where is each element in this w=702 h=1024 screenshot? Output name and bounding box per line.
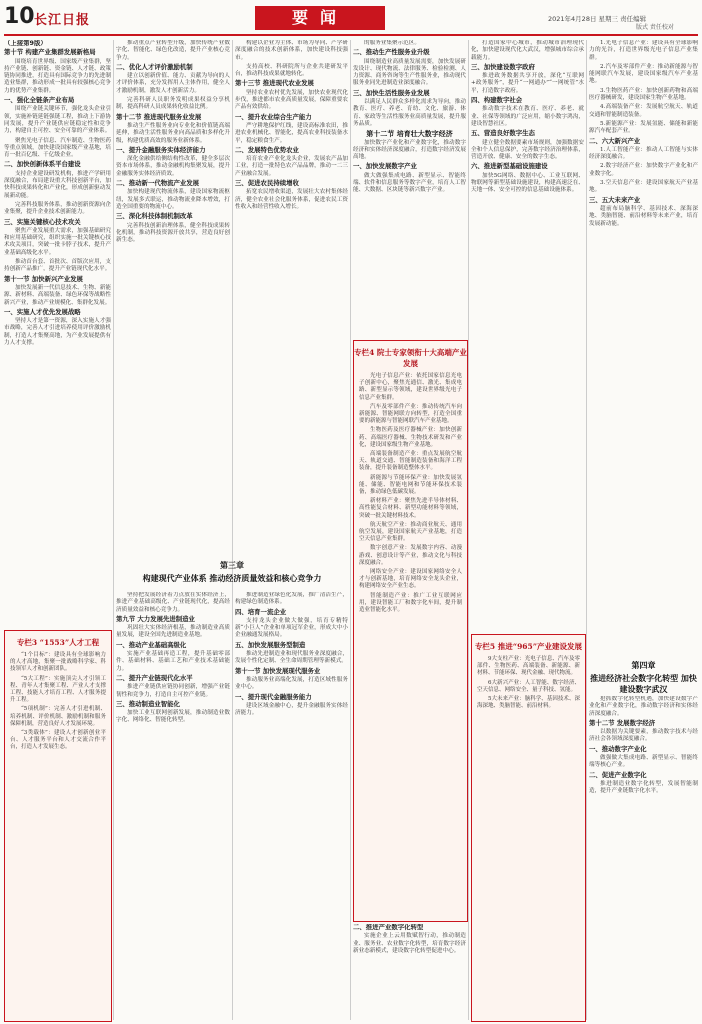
column-body (235, 592, 348, 717)
paragraph: 巩固壮大实体经济根基，推动制造业高质量发展，建设全国先进制造业基地。 (116, 625, 230, 639)
subheading: 二、促进产业数字化 (589, 770, 647, 779)
article-column-1 (4, 40, 111, 626)
subheading: 二、加快创新体系平台建设 (4, 160, 81, 169)
subheading: 一、推动数字产业化 (589, 744, 647, 753)
paragraph: 打造国家中心城市，推动城市治理现代化，加快建设现代化大武汉，增强城市综合承载能力。 (471, 40, 584, 61)
paragraph: 1.人工智能产业：推动人工智能与实体经济深度融合。 (589, 146, 698, 161)
paragraph: 抢抓数字化转型机遇，加快建设数字产业化和产业数字化，推动数字经济和实体经济深度融合。 (589, 696, 698, 717)
paragraph: 构建以企业为主体、市场为导向、产学研深度融合的技术创新体系，加快建设科技强市。 (235, 40, 348, 61)
box-body (5, 652, 111, 752)
subheading: 五、营造良好数字生态 (471, 129, 535, 138)
article-column-2 (116, 40, 230, 526)
subheading: 三、推动制造业智能化 (116, 699, 180, 708)
subheading: 三、实施关键核心技术攻关 (4, 217, 81, 226)
paragraph: 支持企业建设研发机构，推进产学研用深度融合，布局建设重大科技创新平台，加快科技成果转化和产业化，形成创新驱动发展新动能。 (4, 170, 111, 199)
box-paragraph: 新材料产业：聚焦先进半导体材料、高性能复合材料、新型功能材料等领域，突破一批关键材料技术。 (359, 498, 462, 519)
paragraph: 的服务业集聚示范区。 (364, 40, 420, 46)
subheading: 二、六大新兴产业 (589, 136, 641, 145)
box-paragraph: 航天航空产业：推动商业航天、通用航空发展，建设国家航天产业基地，打造空天信息产业集群。 (359, 521, 462, 543)
paragraph: 推动生产性服务业向专业化和价值链高端延伸，推动生活性服务业向高品质和多样化升级，构建优质高效的服务业新体系。 (116, 122, 230, 144)
column-divider (232, 40, 233, 1020)
continued-note: （上接第9版） (4, 40, 47, 47)
article-lower-column-2 (116, 592, 230, 1020)
subheading: 三、加快生活性服务业发展 (353, 88, 430, 97)
paragraph: 围绕制造业高质量发展需要，加快发展研发设计、现代物流、法律服务、检验检测、人力资源、商务咨询等生产性服务业，推动现代服务业同先进制造业深度融合。 (353, 58, 466, 87)
column-divider (113, 40, 114, 1020)
paragraph: 以数据为关键要素，推动数字技术与经济社会各领域深度融合。 (589, 729, 698, 743)
paragraph: 聚焦光电子信息、汽车制造、生物医药等重点领域，加快建设国家级产业基地，培育一批百亿级、千亿级企业。 (4, 137, 111, 159)
newspaper-masthead: 长江日报 (34, 13, 91, 28)
paragraph: 坚持农业农村优先发展，加快农业现代化步伐，推进都市农业高质量发展，保障重要农产品有效供给。 (235, 89, 348, 111)
box-paragraph: “1个目标”：建设具有全球影响力的人才高地，集聚一批战略科学家、科技领军人才和创新团队。 (10, 652, 106, 673)
subheading: 一、提升农业综合生产能力 (235, 112, 312, 121)
section-heading: 第十二节 培育壮大数字经济 (366, 129, 453, 139)
subheading: 二、提升产业链现代化水平 (116, 673, 193, 682)
paragraph: 超前布局脑科学、基因技术、深海深地、类脑智能、前沿材料等未来产业，培育发展新动能。 (589, 205, 698, 227)
article-lower-column-6 (589, 696, 698, 1020)
chapter-title: 推进经济社会数字化转型 加快建设数字武汉 (590, 673, 697, 694)
chapter-heading-4 (589, 660, 698, 695)
paragraph: 深化金融供给侧结构性改革，健全多层次资本市场体系，推动金融机构集聚发展，提升金融服务实体经济质效。 (116, 156, 230, 177)
subheading: 三、深化科技体制机制改革 (116, 212, 193, 221)
paragraph: 做强做大集成电路、新型显示、智能终端等核心产业。 (589, 755, 698, 769)
chapter-number: 第四章 (631, 660, 656, 670)
header-rule (4, 34, 698, 36)
sidebar-box-965 (471, 634, 586, 1022)
paragraph: 加快工业互联网创新发展，推动制造业数字化、网络化、智能化转型。 (116, 710, 230, 724)
article-column-5 (471, 40, 584, 630)
box-paragraph: “5大工程”：实施顶尖人才引领工程、青年人才集聚工程、产业人才支撑工程、技能人才培育工程、人才服务提升工程。 (10, 675, 106, 704)
column-body (353, 40, 466, 195)
box-title: 专栏3 “1553”人才工程 (16, 638, 100, 647)
paragraph: 4.高端装备产业：发展航空航天、轨道交通和智能制造装备。 (589, 104, 698, 118)
article-column-6 (589, 40, 698, 660)
paragraph: 严守耕地保护红线，建设高标准农田，推进农业机械化、智能化，提高农业科技装备水平，稳定粮食生产。 (235, 122, 348, 144)
subheading: 二、推进产业数字化转型 (353, 924, 424, 931)
section-title: 要闻 (291, 8, 348, 27)
paragraph: 坚持人才是第一资源，深入实施人才强市战略，完善人才引进培养使用评价激励机制，打造人才集聚高地，为产业发展提供有力人才支撑。 (4, 318, 111, 346)
paragraph: 完善科技服务体系，推动创新资源向企业集聚，提升企业技术创新能力。 (4, 201, 111, 216)
paragraph: 加快5G网络、数据中心、工业互联网、物联网等新型基础设施建设，构建高速泛在、天地一体、安全可控的信息基础设施体系。 (471, 172, 584, 194)
subheading: 第十三节 推进现代农业发展 (235, 79, 314, 88)
chapter-title: 构建现代产业体系 推动经济质量效益和核心竞争力 (142, 573, 322, 583)
paragraph: 坚持把发展经济着力点放在实体经济上，推进产业基础高级化、产业链现代化，提高经济质量效益和核心竞争力。 (116, 592, 230, 613)
box-title: 专栏4 院士专家领衔十大高端产业发展 (354, 348, 467, 368)
box-paragraph: “3类载体”：建设人才创新创业平台、人才服务平台和人才交流合作平台，打造人才发展生态。 (10, 730, 106, 751)
box-paragraph: 汽车及零部件产业：推动传统汽车向新能源、智能网联方向转型，打造全国重要的新能源与智能网联汽车产业基地。 (359, 403, 462, 425)
paragraph: 推进制造业绿色化发展，推广清洁生产，构建绿色制造体系。 (235, 592, 348, 606)
subheading: 三、五大未来产业 (589, 195, 641, 204)
paragraph: 推动先进制造业和现代服务业深度融合，发展个性化定制、全生命周期管理等新模式。 (235, 651, 348, 665)
subheading: 一、强化全链条产业布局 (4, 96, 75, 105)
section-banner (255, 6, 385, 30)
paragraph: 拓宽农民增收渠道，发展壮大农村集体经济，健全农业社会化服务体系，促进农民工资性收入和经营性收入增长。 (235, 189, 348, 210)
column-divider (468, 40, 469, 1020)
paragraph: 围绕产业链关键环节，强化龙头企业引领，实施补链延链强链工程，推动上下游协同发展，提升产业链供应链稳定性和竞争力，构建自主可控、安全可靠的产业体系。 (4, 106, 111, 135)
subheading: 第十二节 发展数字经济 (589, 718, 656, 727)
subheading: 一、推动产业基础高级化 (116, 640, 187, 649)
box-paragraph: 生物医药及医疗器械产业：加快创新药、高端医疗器械、生物技术研发和产业化，建设国家级生物产业基地。 (359, 427, 462, 448)
page-number: 10 (4, 4, 35, 29)
subheading: 二、发展特色优势农业 (235, 145, 299, 154)
box-paragraph: 5大未来产业：脑科学、基因技术、深海深地、类脑智能、前沿材料。 (477, 696, 580, 710)
subheading: 一、提升现代金融服务能力 (235, 692, 312, 701)
sidebar-box-industries (353, 340, 468, 922)
subheading: 六、推进新型基础设施建设 (471, 162, 548, 171)
subheading: 五、加快发展服务型制造 (235, 640, 306, 649)
paragraph: 加快发展新一代信息技术、生物、新能源、新材料、高端装备、绿色环保等战略性新兴产业，推动产业规模化、集群化发展。 (4, 284, 111, 306)
box-paragraph: 9大支柱产业：光电子信息、汽车及零部件、生物医药、高端装备、新能源、新材料、节能环保、现代金融、现代物流。 (477, 656, 580, 677)
paragraph: 推动重点产业转型升级，加快传统产业数字化、智能化、绿色化改造，提升产业核心竞争力。 (116, 40, 230, 61)
paragraph: 实施企业上云用数赋智行动，推动制造业、服务业、农业数字化转型，培育数字经济新业态新模式，建设数字化转型促进中心。 (353, 933, 466, 954)
chapter-number: 第三章 (220, 560, 244, 570)
editor-line: 版式 责任校对 (636, 24, 674, 31)
dateline: 2021年4月28日 星期三 责任编辑 (548, 15, 647, 23)
box-paragraph: 网络安全产业：建设国家网络安全人才与创新基地，培育网络安全龙头企业，构建网络安全产业生态。 (359, 569, 462, 590)
subheading: 第十一节 加快发展现代服务业 (235, 666, 321, 675)
article-lower-column-3 (235, 592, 348, 1020)
paragraph: 加快数字产业化和产业数字化，推动数字经济和实体经济深度融合，打造数字经济发展高地。 (353, 139, 466, 161)
column-body (116, 40, 230, 244)
subheading: 一、加快发展数字产业 (353, 162, 417, 171)
paragraph: 5.新能源产业：发展氢能、储能和新能源汽车配套产业。 (589, 120, 698, 135)
paragraph: 推进产业链供应链协同创新，增强产业链韧性和竞争力，打造自主可控产业链。 (116, 684, 230, 698)
paragraph: 实施产业基础再造工程，提升基础零部件、基础材料、基础工艺和产业技术基础能力。 (116, 651, 230, 672)
subheading: 三、加快建设数字政府 (471, 62, 535, 71)
paragraph: 推动服务业高端化发展，打造区域性服务业中心。 (235, 676, 348, 691)
column-body (235, 40, 348, 211)
paragraph: 1.光电子信息产业：建设具有全球影响力的光谷，打造世界级光电子信息产业集群。 (589, 40, 698, 61)
paragraph: 支持龙头企业做大做强，培育专精特新“小巨人”企业和单项冠军企业，形成大中小企业融通发展格局。 (235, 617, 348, 639)
box-paragraph: 数字创意产业：发展数字内容、动漫游戏、创意设计等产业，推动文化与科技深度融合。 (359, 545, 462, 566)
paragraph: 支持高校、科研院所与企业共建研发平台，推动科技成果就地转化。 (235, 63, 348, 78)
paragraph: 培育农业产业化龙头企业，发展农产品加工业，打造一批特色农产品品牌，推动一二三产业融合发展。 (235, 156, 348, 177)
paragraph: 3.生物医药产业：加快创新药物和高端医疗器械研发，建设国家生物产业基地。 (589, 87, 698, 102)
chapter-heading-3 (116, 560, 348, 584)
subheading: 四、构建数字社会 (471, 96, 523, 105)
box-paragraph: 6大新兴产业：人工智能、数字经济、空天信息、网络安全、量子科技、氢能。 (477, 679, 580, 693)
column-body (471, 40, 584, 195)
page-header (0, 0, 702, 34)
subheading: 第十二节 推进现代服务业发展 (116, 112, 202, 121)
paragraph: 聚焦产业发展重大需求，加强基础研究和应用基础研究，组织实施一批关键核心技术攻关项目，突破一批卡脖子技术，提升产业基础高级化水平。 (4, 227, 111, 256)
paragraph: 建设区域金融中心，提升金融服务实体经济能力。 (235, 702, 348, 717)
paragraph: 3.空天信息产业：建设国家航天产业基地。 (589, 180, 698, 194)
box-title: 专栏5 推进“965”产业建设发展 (474, 642, 583, 651)
subheading: 四、培育一流企业 (235, 607, 287, 616)
column-body (589, 40, 698, 228)
subheading: 三、促进农民持续增收 (235, 179, 299, 188)
article-column-4-lower (353, 924, 466, 1020)
paragraph: 推动数字技术在教育、医疗、养老、就业、社保等领域的广泛应用，缩小数字鸿沟，建设智慧社区。 (471, 106, 584, 127)
box-body (472, 656, 585, 710)
column-divider (350, 40, 351, 1020)
subheading: 第九节 大力发展先进制造业 (116, 614, 195, 623)
paragraph: 完善科研人员职务发明成果权益分享机制，提高科研人员成果转化收益比例。 (116, 97, 230, 111)
column-body (353, 924, 466, 955)
subheading: 第十一节 加快新兴产业发展 (4, 274, 83, 283)
box-paragraph: 光电子信息产业：依托国家信息光电子创新中心，聚焦光通信、激光、集成电路、新型显示等领域，建设世界级光电子信息产业集群。 (359, 373, 462, 401)
paragraph: 加快构建现代物流体系，建设国家物流枢纽，发展多式联运，推动物流业降本增效，打造全国重要的物流中心。 (116, 189, 230, 210)
article-column-4 (353, 40, 466, 336)
subheading: 一、提升金融服务实体经济能力 (116, 145, 206, 154)
subheading: 第十节 构建产业集群发展新格局 (4, 48, 96, 57)
article-column-3 (235, 40, 348, 528)
column-body (589, 696, 698, 796)
paragraph: 完善科技创新治理体系，健全科技成果转化机制，推动科技资源开放共享，营造良好创新生态。 (116, 222, 230, 244)
box-paragraph: 新能源与节能环保产业：加快发展氢能、储能、智能电网和节能环保技术装备，推动绿色低碳发展。 (359, 474, 462, 496)
paragraph: 围绕培育世界级、国家级产业集群，坚持产业链、创新链、资金链、人才链、政策链协同推进，打造具有国际竞争力的先进制造业集群，推动形成一批具有较强核心竞争力的优势产业集群。 (4, 58, 111, 94)
paragraph: 做大做强集成电路、新型显示、智能终端、软件和信息服务等数字产业，培育人工智能、大数据、区块链等新兴数字产业。 (353, 172, 466, 194)
paragraph: 建立以创新价值、能力、贡献为导向的人才评价体系，充分发挥用人主体作用，健全人才激励机制，激发人才创新活力。 (116, 73, 230, 94)
box-body (354, 373, 467, 614)
column-body (116, 592, 230, 725)
paragraph: 2.汽车及零部件产业：推动新能源与智能网联汽车发展，建设国家级汽车产业基地。 (589, 63, 698, 85)
paragraph: 推进制造业数字化转型，发展智能制造，提升产业链数字化水平。 (589, 780, 698, 795)
box-paragraph: 智能制造产业：推广工业互联网应用，建设智能工厂和数字化车间，提升制造业智能化水平。 (359, 592, 462, 614)
paragraph: 推进政务数据共享开放，深化“互联网+政务服务”，提升“一网通办”“一网统管”水平，打造数字政府。 (471, 73, 584, 94)
paragraph: 以满足人民群众多样化需求为导向，推动教育、医疗、养老、育幼、文化、旅游、体育、家政等生活性服务业高质量发展，提升服务品质。 (353, 99, 466, 127)
column-divider (586, 40, 587, 1020)
subheading: 一、实施人才优先发展战略 (4, 307, 81, 316)
paragraph: 建立健全数据要素市场规则，加强数据安全和个人信息保护，完善数字经济治理体系，营造开放、健康、安全的数字生态。 (471, 139, 584, 161)
paragraph: 2.数字经济产业：加快数字产业化和产业数字化。 (589, 163, 698, 177)
paragraph: 推动首台套、首批次、首版次应用，支持创新产品推广，提升产业链现代化水平。 (4, 259, 111, 273)
column-body (4, 49, 111, 347)
subheading: 二、推动新一代物流产业发展 (116, 179, 200, 188)
subheading: 二、优化人才评价激励机制 (116, 62, 193, 71)
subheading: 二、推动生产性服务业升级 (353, 48, 430, 57)
sidebar-box-talent (4, 630, 112, 1022)
box-paragraph: 高端装备制造产业：重点发展航空航天、轨道交通、智能制造装备和海洋工程装备，提升装备制造整体水平。 (359, 451, 462, 472)
box-paragraph: “5项机制”：完善人才引进机制、培养机制、评价机制、激励机制和服务保障机制，营造良好人才发展环境。 (10, 706, 106, 727)
